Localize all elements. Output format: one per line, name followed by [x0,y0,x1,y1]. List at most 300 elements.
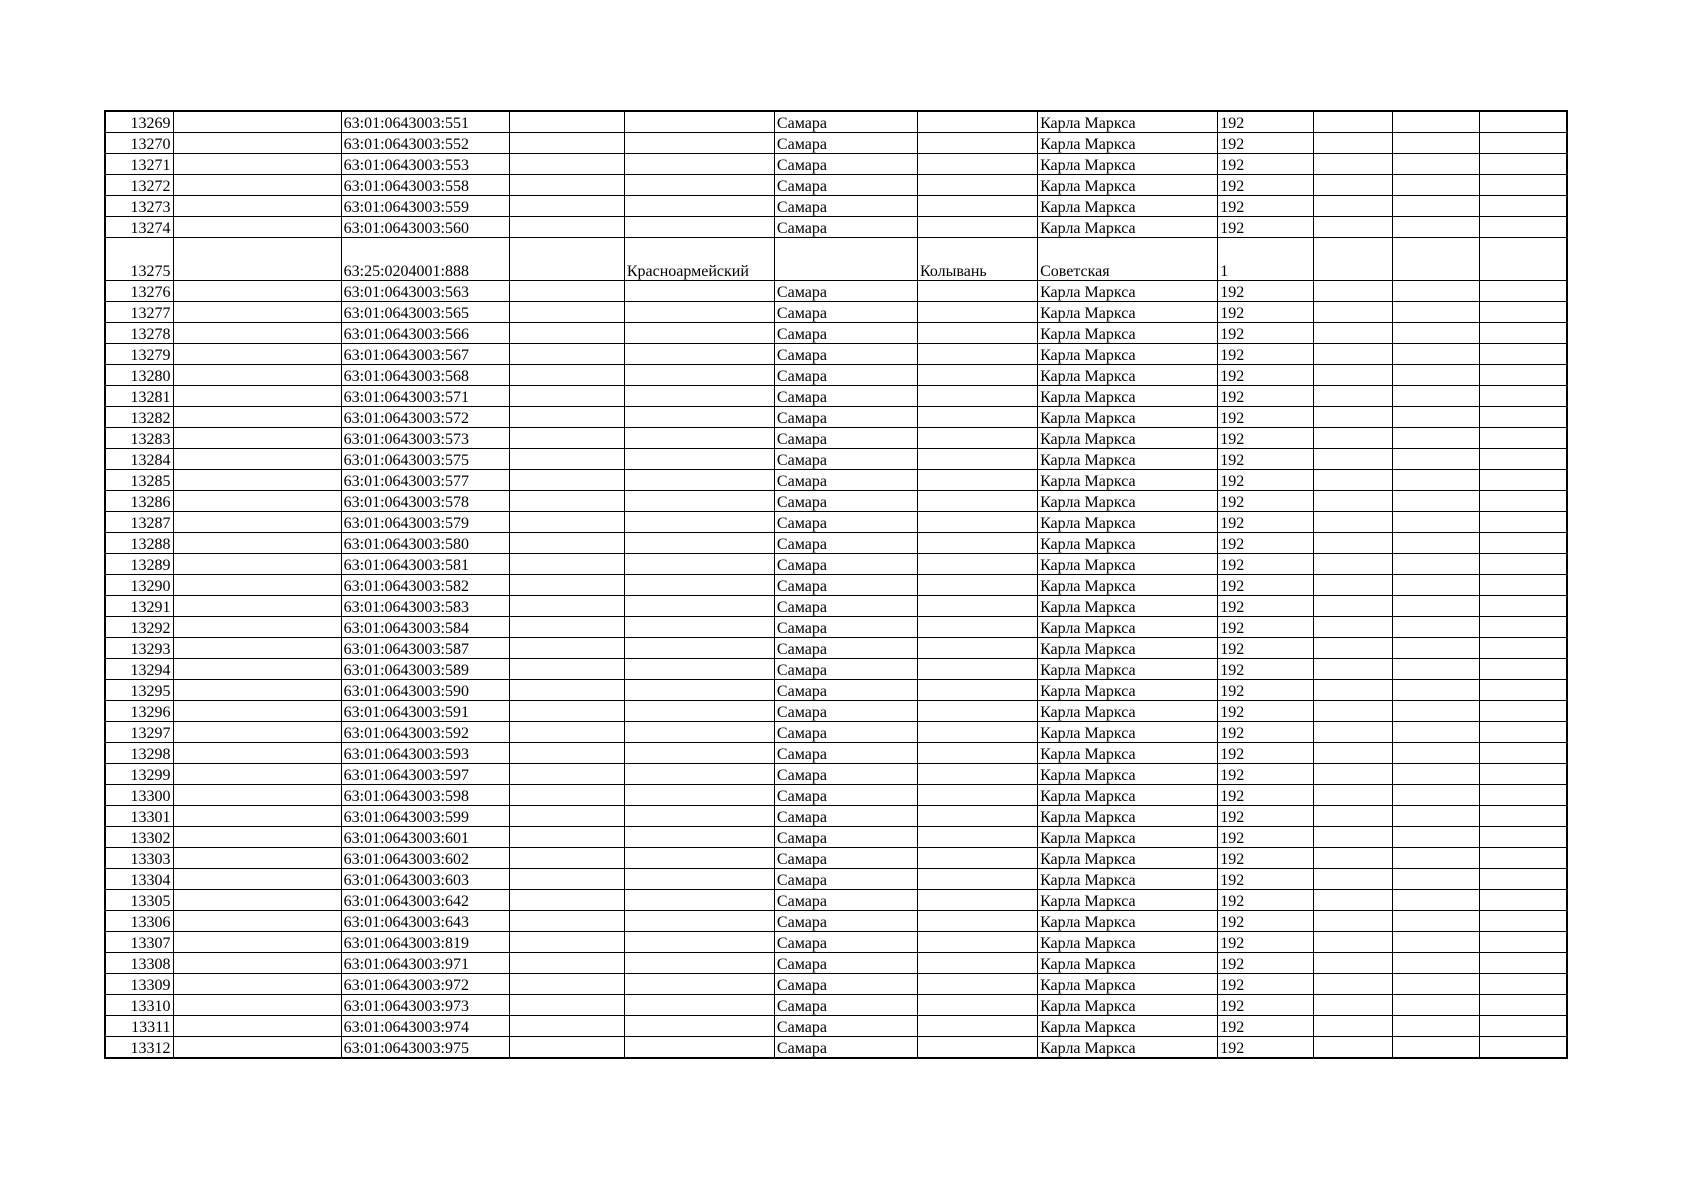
cell-empty [1393,217,1480,238]
cell-empty [173,659,341,680]
cell-house-number: 192 [1218,407,1314,428]
cell-cadastral-number: 63:01:0643003:589 [341,659,509,680]
cell-empty [509,238,624,281]
cell-district [624,154,774,175]
cell-cadastral-number: 63:25:0204001:888 [341,238,509,281]
cell-district [624,175,774,196]
cell-empty [173,111,341,133]
cell-record-number: 13291 [105,596,173,617]
table-row [105,133,1567,154]
cell-street: Советская [1038,238,1218,281]
cell-empty [509,302,624,323]
cell-settlement [918,281,1038,302]
table-row [105,154,1567,175]
cell-street: Карла Маркса [1038,659,1218,680]
cell-empty [1480,743,1567,764]
cell-city: Самара [774,386,917,407]
cell-empty [1480,407,1567,428]
cell-empty [1480,281,1567,302]
cell-settlement [918,196,1038,217]
cell-empty [173,764,341,785]
cell-empty [173,386,341,407]
cell-empty [1314,911,1393,932]
cell-empty [1480,659,1567,680]
cell-cadastral-number: 63:01:0643003:597 [341,764,509,785]
table-row [105,554,1567,575]
cell-record-number: 13295 [105,680,173,701]
cell-district [624,596,774,617]
cell-empty [509,659,624,680]
cell-empty [173,743,341,764]
cell-street: Карла Маркса [1038,869,1218,890]
cell-street: Карла Маркса [1038,680,1218,701]
cell-empty [1393,869,1480,890]
cell-district [624,827,774,848]
cell-empty [1480,512,1567,533]
table-body [105,111,1567,1058]
cell-district [624,470,774,491]
cell-street: Карла Маркса [1038,302,1218,323]
cell-record-number: 13306 [105,911,173,932]
cell-empty [1480,680,1567,701]
cell-empty [173,974,341,995]
table-row [105,596,1567,617]
cell-district [624,575,774,596]
cell-house-number: 192 [1218,974,1314,995]
cell-empty [1314,491,1393,512]
cell-empty [1393,575,1480,596]
cell-empty [173,1037,341,1059]
table-row [105,974,1567,995]
cell-empty [1480,154,1567,175]
cell-empty [1314,722,1393,743]
cell-settlement [918,596,1038,617]
cell-street: Карла Маркса [1038,111,1218,133]
cell-district [624,722,774,743]
table-row [105,638,1567,659]
cell-street: Карла Маркса [1038,1016,1218,1037]
cell-house-number: 192 [1218,743,1314,764]
table-row [105,491,1567,512]
cell-empty [1314,386,1393,407]
cell-district [624,281,774,302]
cell-city: Самара [774,974,917,995]
cell-empty [1480,722,1567,743]
cell-city: Самара [774,344,917,365]
cell-cadastral-number: 63:01:0643003:579 [341,512,509,533]
cell-cadastral-number: 63:01:0643003:558 [341,175,509,196]
cell-record-number: 13298 [105,743,173,764]
cell-empty [1393,512,1480,533]
cell-cadastral-number: 63:01:0643003:553 [341,154,509,175]
cell-cadastral-number: 63:01:0643003:563 [341,281,509,302]
table-row [105,323,1567,344]
cell-record-number: 13304 [105,869,173,890]
cell-empty [1314,449,1393,470]
cell-district [624,1037,774,1059]
cell-empty [509,575,624,596]
cell-house-number: 192 [1218,365,1314,386]
cell-city: Самара [774,995,917,1016]
cell-district [624,680,774,701]
cell-record-number: 13272 [105,175,173,196]
cell-empty [173,680,341,701]
cell-empty [173,470,341,491]
cell-cadastral-number: 63:01:0643003:971 [341,953,509,974]
cell-empty [1393,470,1480,491]
cell-cadastral-number: 63:01:0643003:567 [341,344,509,365]
cell-settlement: Колывань [918,238,1038,281]
cell-empty [1480,764,1567,785]
cell-empty [173,323,341,344]
cell-city: Самара [774,196,917,217]
cell-city: Самара [774,554,917,575]
cell-empty [509,554,624,575]
cell-empty [173,617,341,638]
cell-house-number: 1 [1218,238,1314,281]
table-row [105,995,1567,1016]
cell-empty [509,932,624,953]
table-row [105,281,1567,302]
cell-city: Самара [774,911,917,932]
cell-empty [1393,659,1480,680]
cell-district [624,428,774,449]
cell-district [624,806,774,827]
cell-city: Самара [774,365,917,386]
cell-city: Самара [774,491,917,512]
cell-settlement [918,869,1038,890]
cell-settlement [918,743,1038,764]
cell-city: Самара [774,533,917,554]
cell-district [624,554,774,575]
cell-settlement [918,911,1038,932]
cell-settlement [918,890,1038,911]
table-row [105,953,1567,974]
table-row [105,512,1567,533]
cell-empty [1480,470,1567,491]
cell-house-number: 192 [1218,806,1314,827]
cell-street: Карла Маркса [1038,596,1218,617]
cell-house-number: 192 [1218,554,1314,575]
cell-empty [173,175,341,196]
cell-house-number: 192 [1218,848,1314,869]
cell-city: Самара [774,743,917,764]
cell-empty [509,217,624,238]
cell-settlement [918,617,1038,638]
cell-cadastral-number: 63:01:0643003:566 [341,323,509,344]
cell-record-number: 13296 [105,701,173,722]
cell-street: Карла Маркса [1038,638,1218,659]
cell-district [624,449,774,470]
table-row [105,869,1567,890]
cell-record-number: 13305 [105,890,173,911]
cell-city: Самара [774,1016,917,1037]
cell-cadastral-number: 63:01:0643003:551 [341,111,509,133]
cell-cadastral-number: 63:01:0643003:573 [341,428,509,449]
cell-street: Карла Маркса [1038,848,1218,869]
cell-empty [509,196,624,217]
cell-empty [1314,196,1393,217]
cell-empty [509,848,624,869]
cell-settlement [918,323,1038,344]
cell-record-number: 13297 [105,722,173,743]
cell-empty [509,890,624,911]
cell-cadastral-number: 63:01:0643003:560 [341,217,509,238]
cell-empty [1314,701,1393,722]
cell-empty [1480,1037,1567,1059]
cell-record-number: 13281 [105,386,173,407]
cell-district [624,764,774,785]
cell-empty [1480,701,1567,722]
cell-settlement [918,470,1038,491]
cell-empty [1480,848,1567,869]
cell-district [624,785,774,806]
cell-record-number: 13300 [105,785,173,806]
table-row [105,890,1567,911]
cell-district [624,995,774,1016]
cell-empty [1480,196,1567,217]
cell-empty [509,701,624,722]
cell-empty [173,722,341,743]
cell-district [624,1016,774,1037]
cell-settlement [918,217,1038,238]
cell-empty [509,365,624,386]
cell-record-number: 13269 [105,111,173,133]
cell-empty [1480,428,1567,449]
cell-district [624,743,774,764]
cell-empty [1314,995,1393,1016]
cell-empty [1314,785,1393,806]
cell-empty [173,890,341,911]
cell-house-number: 192 [1218,869,1314,890]
cell-empty [1480,217,1567,238]
cell-house-number: 192 [1218,575,1314,596]
cell-empty [173,365,341,386]
cell-empty [1480,638,1567,659]
cell-empty [509,1037,624,1059]
cell-empty [1314,890,1393,911]
cell-empty [1480,111,1567,133]
table-row [105,932,1567,953]
cell-empty [1393,785,1480,806]
cell-city: Самара [774,827,917,848]
cell-empty [1480,575,1567,596]
cell-settlement [918,806,1038,827]
cell-empty [1480,617,1567,638]
cell-empty [173,869,341,890]
cell-empty [1314,617,1393,638]
cell-empty [509,806,624,827]
cell-house-number: 192 [1218,428,1314,449]
cell-settlement [918,785,1038,806]
cell-record-number: 13309 [105,974,173,995]
cell-empty [1393,974,1480,995]
cell-record-number: 13301 [105,806,173,827]
table-row [105,659,1567,680]
cell-city: Самара [774,1037,917,1059]
cell-district [624,848,774,869]
cell-empty [1480,533,1567,554]
cell-cadastral-number: 63:01:0643003:578 [341,491,509,512]
cell-empty [1393,554,1480,575]
cell-house-number: 192 [1218,785,1314,806]
cell-street: Карла Маркса [1038,196,1218,217]
cell-cadastral-number: 63:01:0643003:591 [341,701,509,722]
cell-house-number: 192 [1218,196,1314,217]
cell-street: Карла Маркса [1038,995,1218,1016]
cell-empty [173,638,341,659]
cell-record-number: 13294 [105,659,173,680]
cell-empty [1393,323,1480,344]
cell-cadastral-number: 63:01:0643003:975 [341,1037,509,1059]
cell-record-number: 13279 [105,344,173,365]
cell-house-number: 192 [1218,386,1314,407]
cell-empty [1393,365,1480,386]
cell-street: Карла Маркса [1038,932,1218,953]
cell-street: Карла Маркса [1038,806,1218,827]
cell-empty [509,974,624,995]
cell-empty [1480,386,1567,407]
cell-house-number: 192 [1218,764,1314,785]
cell-city: Самара [774,111,917,133]
cell-empty [173,196,341,217]
cell-empty [1480,344,1567,365]
cell-empty [1393,722,1480,743]
cell-city: Самара [774,680,917,701]
cell-house-number: 192 [1218,953,1314,974]
cell-city: Самара [774,659,917,680]
cell-house-number: 192 [1218,491,1314,512]
cell-empty [1314,932,1393,953]
cell-street: Карла Маркса [1038,428,1218,449]
cell-empty [173,848,341,869]
cell-empty [173,302,341,323]
cell-city: Самара [774,785,917,806]
cell-empty [1393,890,1480,911]
cell-empty [173,512,341,533]
cell-empty [1393,407,1480,428]
cell-empty [1314,659,1393,680]
cell-empty [1480,238,1567,281]
cell-empty [173,932,341,953]
cell-house-number: 192 [1218,133,1314,154]
cell-district [624,869,774,890]
cell-district [624,111,774,133]
cell-empty [1480,995,1567,1016]
cell-empty [1314,407,1393,428]
cell-district [624,953,774,974]
cell-settlement [918,386,1038,407]
cell-district [624,617,774,638]
cell-house-number: 192 [1218,175,1314,196]
cell-empty [1480,953,1567,974]
cell-settlement [918,953,1038,974]
cell-empty [173,701,341,722]
cell-district [624,533,774,554]
cell-record-number: 13280 [105,365,173,386]
cell-empty [1314,154,1393,175]
cell-house-number: 192 [1218,1016,1314,1037]
cell-district [624,932,774,953]
cell-empty [509,869,624,890]
cell-empty [1393,1037,1480,1059]
cell-street: Карла Маркса [1038,281,1218,302]
cell-empty [1480,323,1567,344]
cell-empty [1314,680,1393,701]
table-row [105,827,1567,848]
cell-settlement [918,1037,1038,1059]
cell-empty [1393,238,1480,281]
cell-record-number: 13277 [105,302,173,323]
cell-street: Карла Маркса [1038,365,1218,386]
cell-street: Карла Маркса [1038,974,1218,995]
cell-empty [509,596,624,617]
cell-record-number: 13271 [105,154,173,175]
table-row [105,302,1567,323]
cell-settlement [918,848,1038,869]
cell-street: Карла Маркса [1038,575,1218,596]
cell-house-number: 192 [1218,533,1314,554]
cell-empty [1393,764,1480,785]
table-row [105,407,1567,428]
cell-house-number: 192 [1218,512,1314,533]
table-row [105,344,1567,365]
cell-empty [173,344,341,365]
cell-city: Самара [774,428,917,449]
cell-empty [1314,638,1393,659]
table-row [105,680,1567,701]
cell-empty [1314,974,1393,995]
cell-empty [1480,974,1567,995]
cell-cadastral-number: 63:01:0643003:583 [341,596,509,617]
cell-empty [1480,365,1567,386]
cell-settlement [918,449,1038,470]
cell-house-number: 192 [1218,217,1314,238]
cell-settlement [918,827,1038,848]
cell-empty [1314,596,1393,617]
cell-empty [173,449,341,470]
cell-empty [509,323,624,344]
cell-district [624,512,774,533]
cell-city: Самара [774,638,917,659]
cell-record-number: 13289 [105,554,173,575]
cell-city: Самара [774,323,917,344]
cell-record-number: 13284 [105,449,173,470]
cell-empty [1480,890,1567,911]
table-row [105,575,1567,596]
cell-city: Самара [774,154,917,175]
cell-empty [173,154,341,175]
cell-cadastral-number: 63:01:0643003:642 [341,890,509,911]
cell-empty [509,743,624,764]
cell-empty [1480,449,1567,470]
table-row [105,217,1567,238]
cell-street: Карла Маркса [1038,785,1218,806]
cell-empty [1480,596,1567,617]
cell-empty [1393,428,1480,449]
cell-house-number: 192 [1218,680,1314,701]
cell-district [624,659,774,680]
cell-city: Самара [774,869,917,890]
cell-record-number: 13270 [105,133,173,154]
cell-district [624,386,774,407]
cell-empty [1480,869,1567,890]
cell-city: Самара [774,449,917,470]
cell-cadastral-number: 63:01:0643003:592 [341,722,509,743]
cell-house-number: 192 [1218,722,1314,743]
cell-record-number: 13275 [105,238,173,281]
cell-empty [173,407,341,428]
